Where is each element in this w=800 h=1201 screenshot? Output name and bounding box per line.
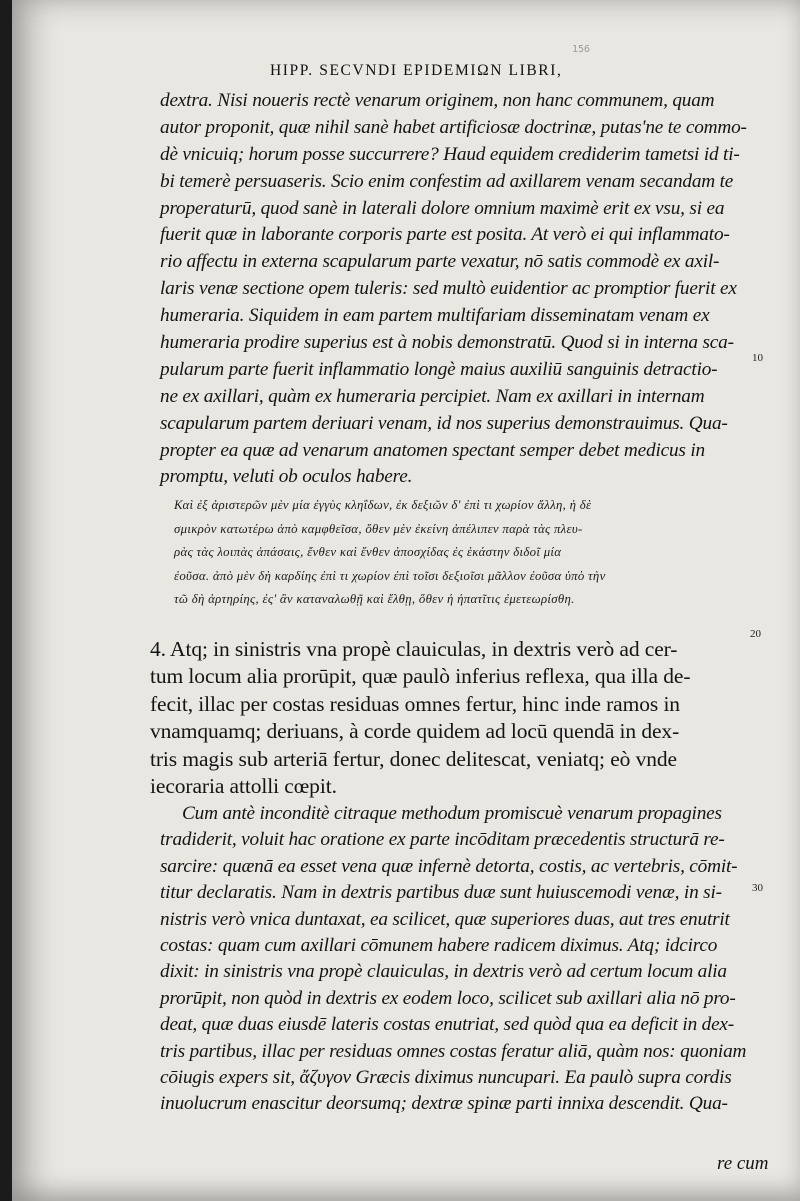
text-line: nistris verò vnica duntaxat, ea scilicet, quæ superiores duas, aut tres enutrit — [160, 908, 730, 930]
text-line: Cum antè inconditè citraque methodum promiscuè venarum propagines — [182, 803, 722, 824]
text-line: humeraria. Siquidem in eam partem multifariam disseminatam venam ex — [160, 305, 710, 327]
text-line: vnamquamq; deriuans, à corde quidem ad locū quendā in dex- — [150, 719, 680, 744]
text-line: 4. Atq; in sinistris vna propè clauiculas, in dextris verò ad cer- — [150, 637, 678, 661]
margin-line-number: 30 — [752, 882, 763, 894]
commentary-block-1 — [160, 88, 780, 491]
text-line: deat, quæ duas eiusdē lateris costas enutriat, sed quòd qua ea deficit in dex- — [160, 1014, 735, 1036]
text-line: autor proponit, quæ nihil sanè habet artificiosæ doctrinæ, putas'ne te commo- — [160, 116, 747, 138]
catchword: re cum — [717, 1153, 769, 1174]
main-text-block — [150, 636, 770, 800]
text-line: tum locum alia prorūpit, quæ paulò inferius reflexa, qua illa de- — [150, 664, 691, 689]
text-line: dè vnicuiq; horum posse succurrere? Haud equidem crediderim tametsi id ti- — [160, 143, 740, 165]
margin-line-number: 20 — [750, 628, 761, 640]
text-line: fuerit quæ in laborante corporis parte est posita. At verò ei qui inflammato- — [160, 224, 730, 246]
text-line: rio affectu in externa scapularum parte vexatur, nō satis commodè ex axil- — [160, 251, 720, 273]
text-line: inuolucrum enascitur deorsumq; dextræ spinæ parti innixa descendit. Qua- — [160, 1093, 728, 1115]
text-line: iecoraria attolli cœpit. — [150, 773, 337, 798]
text-line: dextra. Nisi noueris rectè venarum originem, non hanc communem, quam — [160, 90, 715, 111]
text-line: sarcire: quænā ea esset vena quæ infernè detorta, costis, ac vertebris, cōmit- — [160, 855, 738, 877]
greek-line: ἐοῦσα. ἀπὸ μὲν δὴ καρδίης ἐπὶ τι χωρίον ἐπὶ τοῖσι δεξιοῖσι μᾶλλον ἐοῦσα ὑπὸ τὴν — [174, 568, 606, 583]
text-line: dixit: in sinistris vna propè clauiculas, in dextris verò ad certum locum alia — [160, 961, 727, 983]
text-line: laris venæ sectione opem tuleris: sed multò euidentior ac promptior fuerit ex — [160, 278, 737, 300]
greek-line: Καὶ ἐξ ἀριστερῶν μὲν μία ἐγγὺς κληΐδων, ἐκ δεξιῶν δ' ἐπὶ τι χωρίον ἄλλη, ἡ δὲ — [174, 498, 592, 512]
text-line: prorūpit, non quòd in dextris ex eodem loco, scilicet sub axillari alia nō pro- — [160, 987, 736, 1009]
folio-number: 156 — [572, 44, 591, 55]
greek-line: ρὰς τὰς λοιπὰς ἁπάσαις, ἔνθεν καὶ ἔνθεν ἀποσχίδας ἐς ἑκάστην διδοῖ μία — [174, 545, 562, 560]
text-line: tris partibus, illac per residuas omnes costas feratur aliā, quàm nos: quoniam — [160, 1040, 747, 1062]
text-line: cōiugis expers sit, ἄζυγον Græcis diximus nuncupari. Ea paulò supra cordis — [160, 1066, 732, 1088]
text-line: properaturū, quod sanè in laterali dolore omnium maximè erit ex vsu, si ea — [160, 197, 725, 219]
text-line: humeraria prodire superius est à nobis demonstratū. Quod si in interna sca- — [160, 332, 734, 354]
text-line: titur declaratis. Nam in dextris partibus duæ sunt huiuscemodi venæ, in si- — [160, 882, 722, 904]
text-line: ne ex axillari, quàm ex humeraria percipiet. Nam ex axillari in internam — [160, 385, 705, 407]
text-line: scapularum partem deriuari venam, id nos superius demonstrauimus. Qua- — [160, 412, 728, 434]
greek-line: σμικρὸν κατωτέρω ἀπὸ καμφθεῖσα, ὅθεν μὲν ἐκείνη ἀπέλιπεν παρὰ τὰς πλευ- — [174, 521, 583, 536]
commentary-block-2 — [160, 801, 780, 1118]
text-line: pularum parte fuerit inflammatio longè maius auxiliū sanguinis detractio- — [160, 358, 718, 380]
book-page — [12, 0, 800, 1201]
greek-line: τῶ δὴ ἀρτηρίης, ἐς' ἂν καταναλωθῇ καὶ ἔλθῃ, ὅθεν ἡ ἡπατῖτις ἐμετεωρίσθη. — [174, 592, 575, 607]
text-line: tris magis sub arteriā fertur, donec delitescat, veniatq; eò vnde — [150, 746, 677, 771]
text-line: propter ea quæ ad venarum anatomen spectant semper debet medicus in — [160, 439, 705, 461]
margin-line-number: 10 — [752, 352, 763, 364]
text-line: promptu, veluti ob oculos habere. — [160, 466, 413, 488]
text-line: fecit, illac per costas residuas omnes fertur, hinc inde ramos in — [150, 691, 680, 716]
text-line: tradiderit, voluit hac oratione ex parte incōditam præcedentis structurā re- — [160, 829, 725, 851]
text-line: costas: quam cum axillari cōmunem habere radicem diximus. Atq; idcirco — [160, 934, 718, 956]
greek-text-block — [174, 494, 794, 612]
running-head: HIPP. SECVNDI EPIDEMIΩN LIBRI, — [270, 62, 563, 79]
text-line: bi temerè persuaseris. Scio enim confestim ad axillarem venam secandam te — [160, 170, 734, 192]
